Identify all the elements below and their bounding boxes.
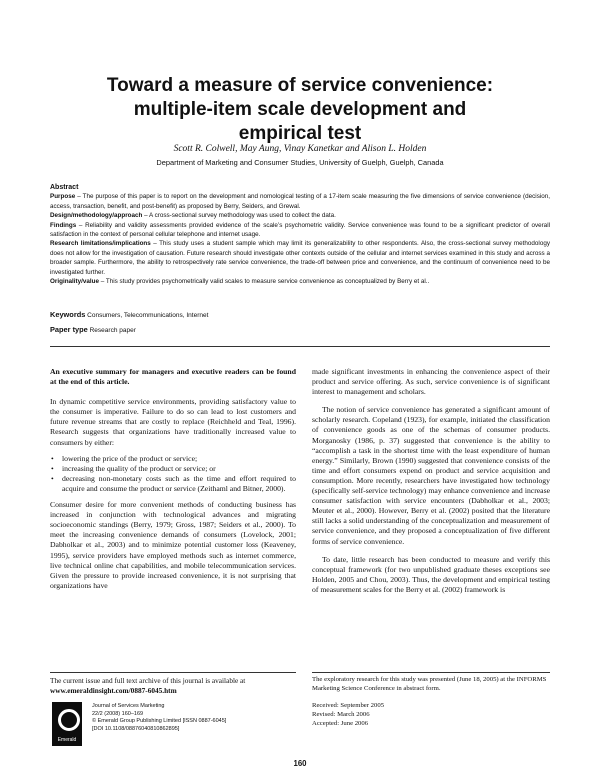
body-paragraph: To date, little research has been conducted to measure and verify this conceptual framework (for two unpublished graduate theses exceptions see Holden, 2005 and Chou, 2003). Thus, the development and empirical testing of measurement scales for the Berry et al. (2002) framework is xyxy=(312,554,550,594)
received-date: Received: September 2005 xyxy=(312,702,385,709)
logo-text: Emerald xyxy=(57,737,77,743)
body-paragraph: The notion of service convenience has generated a significant amount of scholarly research. Copeland (1923), for example, initiated the classification of convenience goods as one of the schemas of consumer products. Morganosky (1986, p. 37) suggested that convenience is the ability to “accomplish a task in the shortest time with the least expenditure of human energy.” Similarly, Brown (1990) suggested that convenience consists of the time and effort consumers expend on product and service acquisition and consumption. More recently, researchers have investigated how technology (specifically self-service technology) may enhance convenience and increase consumer satisfaction with service encounters (Dabholkar et al., 2003; Meuter et al., 2000). However, Berry et al. (2002) posited that the literature still lacks a solid understanding of the conceptualization and measurement of service convenience, and they proposed a conceptualization of five different forms of service convenience. xyxy=(312,405,550,546)
footer-divider-left xyxy=(50,672,296,673)
limitations-label: Research limitations/implications xyxy=(50,240,151,248)
body-column-left xyxy=(50,367,296,597)
bullet-item: • lowering the price of the product or service; xyxy=(50,454,296,464)
page-number: 160 xyxy=(293,759,307,768)
journal-volume: 22/2 (2008) 160–169 xyxy=(92,710,144,717)
paper-type-label: Paper type xyxy=(50,325,88,334)
affiliation: Department of Marketing and Consumer Studies, University of Guelph, Guelph, Canada xyxy=(156,158,444,167)
keywords xyxy=(50,310,208,319)
design-label: Design/methodology/approach xyxy=(50,212,143,220)
bullet-list xyxy=(50,454,296,494)
title-line-1: Toward a measure of service convenience: xyxy=(106,75,494,96)
design-text: – A cross-sectional survey methodology was used to collect the data. xyxy=(142,212,336,220)
keywords-label: Keywords xyxy=(50,310,86,319)
journal-copyright: © Emerald Group Publishing Limited [ISSN 0887-6045] xyxy=(92,718,227,725)
abstract-heading: Abstract xyxy=(50,184,79,191)
abstract-purpose xyxy=(50,192,550,211)
section-divider xyxy=(50,346,550,347)
abstract-design xyxy=(50,211,550,220)
bullet-item: • decreasing non-monetary costs such as the time and effort required to acquire and consume the product or service (Zeithaml and Bitner, 2000). xyxy=(50,474,296,494)
limitations-text: – This study uses a student sample which may limit its generalizability to other respondents. Also, the cross-sectional survey methodology does not allow for the investigation of causation. Future research should investigate other contexts outside of the cellular and internet services examined in this study and across a broader sample. Furthermore, the ability to retrospectively rate service convenience, the trade-off between price and convenience, and the continuum of convenience need to be investigated further. xyxy=(50,240,550,276)
body-column-right xyxy=(312,367,550,603)
paper-title xyxy=(60,74,540,146)
title-line-3: empirical test xyxy=(238,123,362,144)
fulltext-notice xyxy=(50,676,300,696)
journal-url-link[interactable]: www.emeraldinsight.com/0887-6045.htm xyxy=(50,686,177,695)
findings-text: – Reliability and validity assessments provided evidence of the scale’s psychometric validity. Service convenience was found to be a significant predictor of overall satisfaction in the context of personal cellular telephone and internet usage. xyxy=(50,221,550,239)
body-paragraph: Consumer desire for more convenient methods of conducting business has increased in conjunction with technological advances and migrating socioeconomic standings (Berry, 1979; Gross, 1987; Seiders et al., 2000). To meet the increasing convenience demands of consumers (Lovelock, 2001; Dabholkar et al., 2003) and to minimize potential customer loss (Keaveney, 1995), service providers have employed methods such as internet commerce, live technical online chat capabilities, and mobile telecommunication services. Given the pressure to provide increased convenience, it is not surprising that organizations have xyxy=(50,500,296,590)
originality-text: – This study provides psychometrically valid scales to measure service convenience as conceptualized by Berry et al.. xyxy=(99,278,430,286)
executive-summary-note: An executive summary for managers and executive readers can be found at the end of this article. xyxy=(50,367,296,387)
bullet-item: • increasing the quality of the product or service; or xyxy=(50,464,296,474)
footer-divider-right xyxy=(312,672,550,673)
abstract xyxy=(50,183,550,286)
paper-type xyxy=(50,325,136,334)
submission-dates xyxy=(312,702,550,729)
fulltext-line: The current issue and full text archive of this journal is available at xyxy=(50,676,246,685)
abstract-findings xyxy=(50,221,550,240)
presentation-note: The exploratory research for this study was presented (June 18, 2005) at the INFORMS Marketing Science Conference in abstract form. xyxy=(312,676,547,692)
abstract-originality xyxy=(50,277,550,286)
journal-name: Journal of Services Marketing xyxy=(92,703,165,709)
title-line-2: multiple-item scale development and xyxy=(133,99,467,120)
accepted-date: Accepted: June 2006 xyxy=(312,719,369,727)
journal-doi: [DOI 10.1108/08876040810862895] xyxy=(92,725,180,732)
purpose-text: – The purpose of this paper is to report on the development and nomological testing of a 17-item scale measuring the five dimensions of service convenience (decision, access, transaction, benefit, and post-benefit) as proposed by Berry, Seiders, and Grewal. xyxy=(50,193,550,210)
journal-info xyxy=(92,703,302,733)
findings-label: Findings xyxy=(50,221,77,229)
purpose-label: Purpose xyxy=(50,193,76,201)
paper-type-text: Research paper xyxy=(89,327,136,334)
keywords-text: Consumers, Telecommunications, Internet xyxy=(87,312,209,319)
revised-date: Revised: March 2006 xyxy=(312,710,370,718)
emerald-ring-icon xyxy=(58,709,80,731)
authors: Scott R. Colwell, May Aung, Vinay Kanetkar and Alison L. Holden xyxy=(173,144,427,154)
abstract-limitations xyxy=(50,239,550,277)
emerald-logo xyxy=(52,702,82,746)
body-paragraph: In dynamic competitive service environments, providing satisfactory value to the consumer is imperative. Failure to do so can lead to lost customers and future revenue streams that are costly to replace (Reichheld and Teal, 1996). Research suggests that organizations have traditionally increased value to consumers by either: xyxy=(50,397,296,447)
originality-label: Originality/value xyxy=(50,278,99,286)
body-paragraph: made significant investments in enhancing the convenience aspect of their product and service offering. As such, service convenience is of significant interest to management and scholars. xyxy=(312,367,550,397)
